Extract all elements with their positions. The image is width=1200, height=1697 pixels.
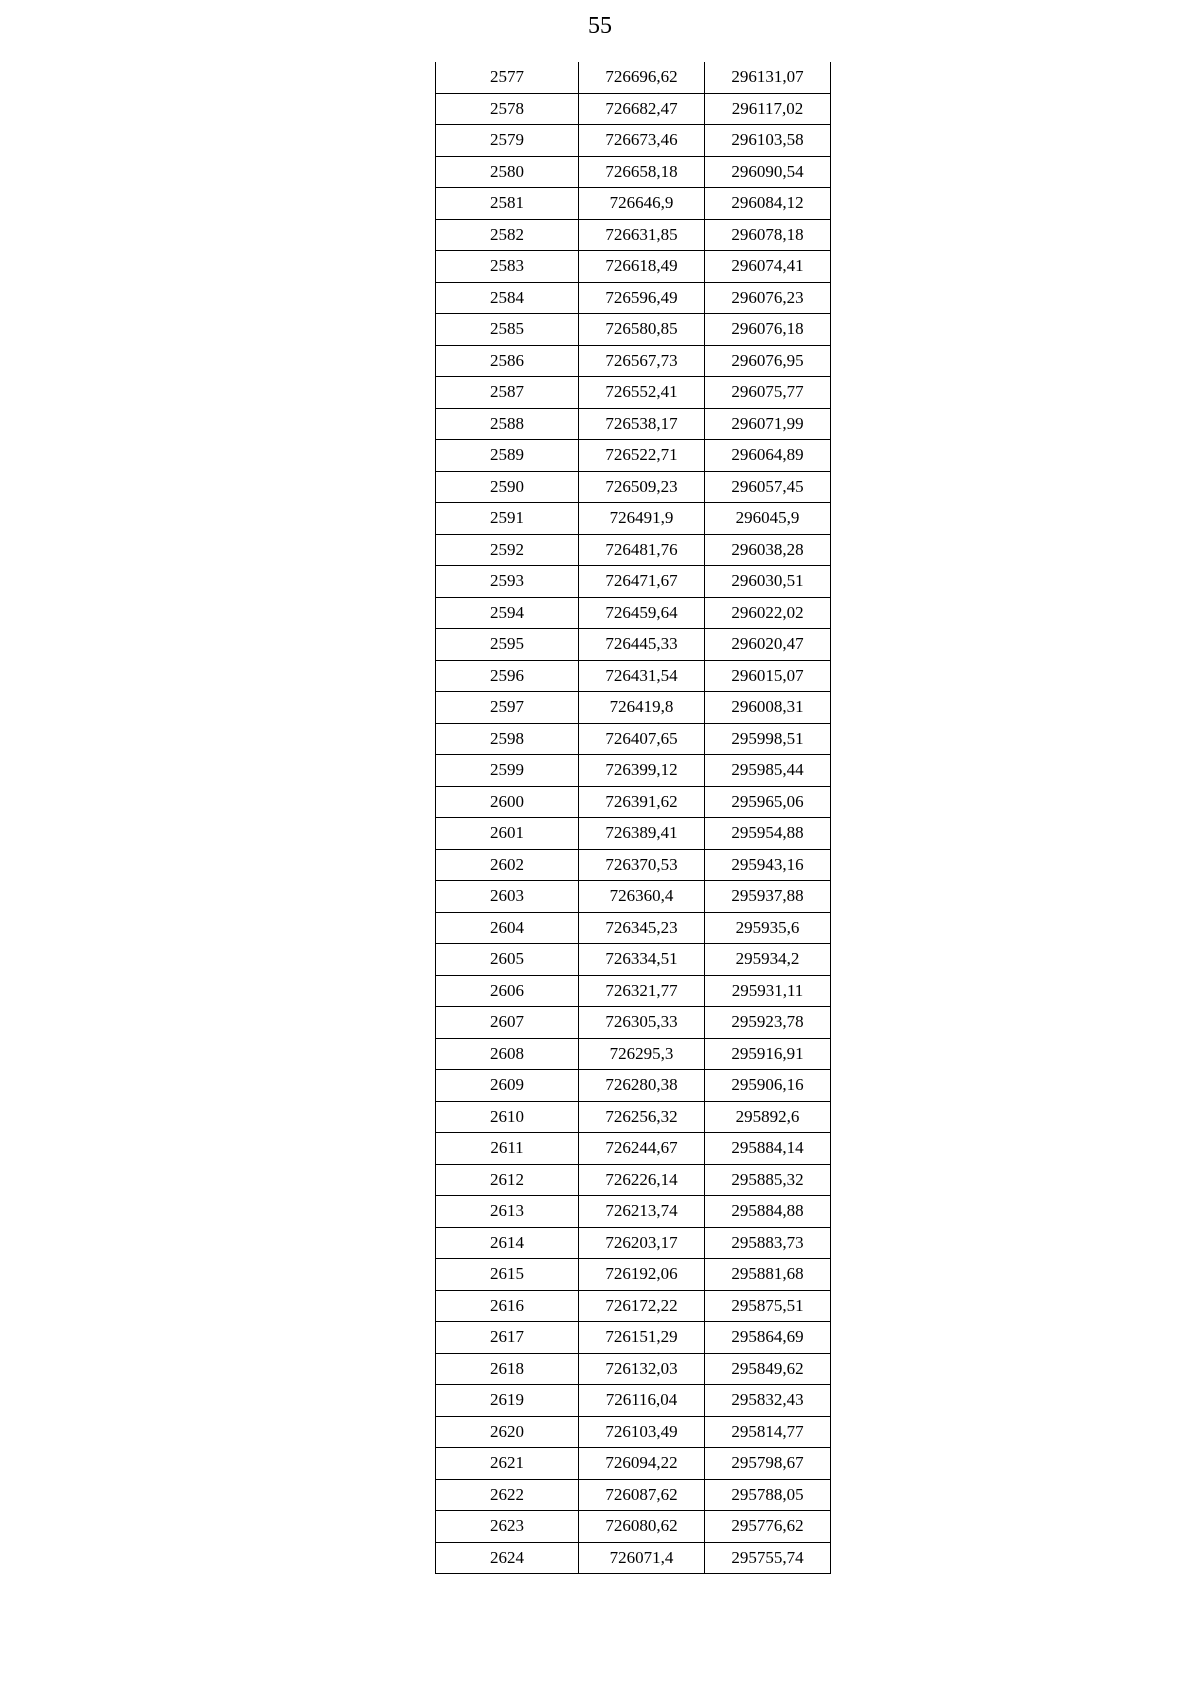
- x-coordinate-cell: 726305,33: [579, 1007, 705, 1039]
- table-row: [436, 944, 831, 976]
- x-coordinate-cell: 726071,4: [579, 1542, 705, 1574]
- point-number-cell: 2579: [436, 125, 579, 157]
- point-number-cell: 2618: [436, 1353, 579, 1385]
- x-coordinate-cell: 726391,62: [579, 786, 705, 818]
- y-coordinate-cell: 295864,69: [705, 1322, 831, 1354]
- point-number-cell: 2613: [436, 1196, 579, 1228]
- x-coordinate-cell: 726295,3: [579, 1038, 705, 1070]
- y-coordinate-cell: 295875,51: [705, 1290, 831, 1322]
- point-number-cell: 2603: [436, 881, 579, 913]
- table-row: [436, 156, 831, 188]
- x-coordinate-cell: 726151,29: [579, 1322, 705, 1354]
- x-coordinate-cell: 726445,33: [579, 629, 705, 661]
- x-coordinate-cell: 726431,54: [579, 660, 705, 692]
- y-coordinate-cell: 295954,88: [705, 818, 831, 850]
- point-number-cell: 2585: [436, 314, 579, 346]
- point-number-cell: 2621: [436, 1448, 579, 1480]
- point-number-cell: 2614: [436, 1227, 579, 1259]
- table-row: [436, 93, 831, 125]
- point-number-cell: 2583: [436, 251, 579, 283]
- y-coordinate-cell: 295935,6: [705, 912, 831, 944]
- point-number-cell: 2594: [436, 597, 579, 629]
- point-number-cell: 2607: [436, 1007, 579, 1039]
- point-number-cell: 2619: [436, 1385, 579, 1417]
- y-coordinate-cell: 295985,44: [705, 755, 831, 787]
- point-number-cell: 2622: [436, 1479, 579, 1511]
- x-coordinate-cell: 726370,53: [579, 849, 705, 881]
- y-coordinate-cell: 296008,31: [705, 692, 831, 724]
- point-number-cell: 2624: [436, 1542, 579, 1574]
- y-coordinate-cell: 296076,23: [705, 282, 831, 314]
- x-coordinate-cell: 726618,49: [579, 251, 705, 283]
- x-coordinate-cell: 726631,85: [579, 219, 705, 251]
- table-row: [436, 1133, 831, 1165]
- x-coordinate-cell: 726203,17: [579, 1227, 705, 1259]
- table-row: [436, 471, 831, 503]
- x-coordinate-cell: 726094,22: [579, 1448, 705, 1480]
- point-number-cell: 2586: [436, 345, 579, 377]
- y-coordinate-cell: 295849,62: [705, 1353, 831, 1385]
- table-row: [436, 314, 831, 346]
- y-coordinate-cell: 296074,41: [705, 251, 831, 283]
- y-coordinate-cell: 295923,78: [705, 1007, 831, 1039]
- y-coordinate-cell: 296084,12: [705, 188, 831, 220]
- y-coordinate-cell: 296045,9: [705, 503, 831, 535]
- y-coordinate-cell: 295892,6: [705, 1101, 831, 1133]
- y-coordinate-cell: 296117,02: [705, 93, 831, 125]
- y-coordinate-cell: 295788,05: [705, 1479, 831, 1511]
- table-row: [436, 1448, 831, 1480]
- y-coordinate-cell: 296015,07: [705, 660, 831, 692]
- point-number-cell: 2577: [436, 62, 579, 93]
- table-row: [436, 849, 831, 881]
- x-coordinate-cell: 726244,67: [579, 1133, 705, 1165]
- y-coordinate-cell: 295884,14: [705, 1133, 831, 1165]
- point-number-cell: 2592: [436, 534, 579, 566]
- table-row: [436, 1385, 831, 1417]
- table-row: [436, 1353, 831, 1385]
- y-coordinate-cell: 295998,51: [705, 723, 831, 755]
- y-coordinate-cell: 295931,11: [705, 975, 831, 1007]
- x-coordinate-cell: 726280,38: [579, 1070, 705, 1102]
- point-number-cell: 2617: [436, 1322, 579, 1354]
- point-number-cell: 2589: [436, 440, 579, 472]
- x-coordinate-cell: 726696,62: [579, 62, 705, 93]
- table-row: [436, 566, 831, 598]
- table-row: [436, 345, 831, 377]
- y-coordinate-cell: 296030,51: [705, 566, 831, 598]
- point-number-cell: 2598: [436, 723, 579, 755]
- x-coordinate-cell: 726213,74: [579, 1196, 705, 1228]
- y-coordinate-cell: 296022,02: [705, 597, 831, 629]
- table-row: [436, 1290, 831, 1322]
- point-number-cell: 2581: [436, 188, 579, 220]
- point-number-cell: 2610: [436, 1101, 579, 1133]
- y-coordinate-cell: 296064,89: [705, 440, 831, 472]
- table-row: [436, 62, 831, 93]
- x-coordinate-cell: 726646,9: [579, 188, 705, 220]
- x-coordinate-cell: 726491,9: [579, 503, 705, 535]
- y-coordinate-cell: 295776,62: [705, 1511, 831, 1543]
- coordinates-table-body: [436, 62, 831, 1574]
- table-row: [436, 1416, 831, 1448]
- x-coordinate-cell: 726419,8: [579, 692, 705, 724]
- y-coordinate-cell: 296075,77: [705, 377, 831, 409]
- x-coordinate-cell: 726345,23: [579, 912, 705, 944]
- y-coordinate-cell: 296076,18: [705, 314, 831, 346]
- y-coordinate-cell: 296071,99: [705, 408, 831, 440]
- y-coordinate-cell: 295814,77: [705, 1416, 831, 1448]
- table-row: [436, 881, 831, 913]
- x-coordinate-cell: 726552,41: [579, 377, 705, 409]
- table-row: [436, 1542, 831, 1574]
- table-row: [436, 1101, 831, 1133]
- table-row: [436, 1511, 831, 1543]
- x-coordinate-cell: 726360,4: [579, 881, 705, 913]
- x-coordinate-cell: 726682,47: [579, 93, 705, 125]
- x-coordinate-cell: 726226,14: [579, 1164, 705, 1196]
- y-coordinate-cell: 296090,54: [705, 156, 831, 188]
- x-coordinate-cell: 726481,76: [579, 534, 705, 566]
- table-row: [436, 786, 831, 818]
- y-coordinate-cell: 296103,58: [705, 125, 831, 157]
- y-coordinate-cell: 295934,2: [705, 944, 831, 976]
- point-number-cell: 2615: [436, 1259, 579, 1291]
- x-coordinate-cell: 726407,65: [579, 723, 705, 755]
- y-coordinate-cell: 295906,16: [705, 1070, 831, 1102]
- x-coordinate-cell: 726522,71: [579, 440, 705, 472]
- table-row: [436, 755, 831, 787]
- x-coordinate-cell: 726256,32: [579, 1101, 705, 1133]
- table-row: [436, 629, 831, 661]
- point-number-cell: 2590: [436, 471, 579, 503]
- x-coordinate-cell: 726132,03: [579, 1353, 705, 1385]
- point-number-cell: 2595: [436, 629, 579, 661]
- x-coordinate-cell: 726471,67: [579, 566, 705, 598]
- point-number-cell: 2593: [436, 566, 579, 598]
- table-row: [436, 440, 831, 472]
- x-coordinate-cell: 726596,49: [579, 282, 705, 314]
- point-number-cell: 2591: [436, 503, 579, 535]
- table-row: [436, 723, 831, 755]
- table-row: [436, 1322, 831, 1354]
- point-number-cell: 2582: [436, 219, 579, 251]
- point-number-cell: 2602: [436, 849, 579, 881]
- x-coordinate-cell: 726389,41: [579, 818, 705, 850]
- x-coordinate-cell: 726399,12: [579, 755, 705, 787]
- table-row: [436, 660, 831, 692]
- x-coordinate-cell: 726567,73: [579, 345, 705, 377]
- table-row: [436, 1196, 831, 1228]
- table-row: [436, 503, 831, 535]
- y-coordinate-cell: 296076,95: [705, 345, 831, 377]
- x-coordinate-cell: 726509,23: [579, 471, 705, 503]
- y-coordinate-cell: 296078,18: [705, 219, 831, 251]
- x-coordinate-cell: 726192,06: [579, 1259, 705, 1291]
- point-number-cell: 2588: [436, 408, 579, 440]
- point-number-cell: 2606: [436, 975, 579, 1007]
- x-coordinate-cell: 726103,49: [579, 1416, 705, 1448]
- point-number-cell: 2605: [436, 944, 579, 976]
- y-coordinate-cell: 295881,68: [705, 1259, 831, 1291]
- table-row: [436, 125, 831, 157]
- x-coordinate-cell: 726080,62: [579, 1511, 705, 1543]
- point-number-cell: 2601: [436, 818, 579, 850]
- x-coordinate-cell: 726673,46: [579, 125, 705, 157]
- point-number-cell: 2587: [436, 377, 579, 409]
- x-coordinate-cell: 726658,18: [579, 156, 705, 188]
- x-coordinate-cell: 726321,77: [579, 975, 705, 1007]
- point-number-cell: 2623: [436, 1511, 579, 1543]
- table-row: [436, 1164, 831, 1196]
- y-coordinate-cell: 296020,47: [705, 629, 831, 661]
- point-number-cell: 2611: [436, 1133, 579, 1165]
- x-coordinate-cell: 726580,85: [579, 314, 705, 346]
- table-row: [436, 975, 831, 1007]
- y-coordinate-cell: 296038,28: [705, 534, 831, 566]
- x-coordinate-cell: 726459,64: [579, 597, 705, 629]
- point-number-cell: 2584: [436, 282, 579, 314]
- table-row: [436, 251, 831, 283]
- y-coordinate-cell: 295798,67: [705, 1448, 831, 1480]
- y-coordinate-cell: 295885,32: [705, 1164, 831, 1196]
- point-number-cell: 2616: [436, 1290, 579, 1322]
- point-number-cell: 2580: [436, 156, 579, 188]
- y-coordinate-cell: 295755,74: [705, 1542, 831, 1574]
- x-coordinate-cell: 726538,17: [579, 408, 705, 440]
- y-coordinate-cell: 295916,91: [705, 1038, 831, 1070]
- x-coordinate-cell: 726116,04: [579, 1385, 705, 1417]
- coordinates-table: [435, 62, 831, 1574]
- y-coordinate-cell: 295883,73: [705, 1227, 831, 1259]
- point-number-cell: 2578: [436, 93, 579, 125]
- table-row: [436, 1070, 831, 1102]
- table-row: [436, 219, 831, 251]
- point-number-cell: 2600: [436, 786, 579, 818]
- y-coordinate-cell: 296057,45: [705, 471, 831, 503]
- table-row: [436, 282, 831, 314]
- table-row: [436, 377, 831, 409]
- point-number-cell: 2608: [436, 1038, 579, 1070]
- point-number-cell: 2620: [436, 1416, 579, 1448]
- table-row: [436, 597, 831, 629]
- table-row: [436, 1007, 831, 1039]
- table-row: [436, 408, 831, 440]
- table-row: [436, 818, 831, 850]
- y-coordinate-cell: 295884,88: [705, 1196, 831, 1228]
- y-coordinate-cell: 296131,07: [705, 62, 831, 93]
- x-coordinate-cell: 726087,62: [579, 1479, 705, 1511]
- table-row: [436, 534, 831, 566]
- page-number: 55: [588, 13, 612, 39]
- table-row: [436, 1038, 831, 1070]
- y-coordinate-cell: 295937,88: [705, 881, 831, 913]
- table-row: [436, 692, 831, 724]
- point-number-cell: 2597: [436, 692, 579, 724]
- table-row: [436, 1259, 831, 1291]
- y-coordinate-cell: 295965,06: [705, 786, 831, 818]
- table-row: [436, 1227, 831, 1259]
- x-coordinate-cell: 726172,22: [579, 1290, 705, 1322]
- y-coordinate-cell: 295943,16: [705, 849, 831, 881]
- table-row: [436, 912, 831, 944]
- table-row: [436, 1479, 831, 1511]
- point-number-cell: 2604: [436, 912, 579, 944]
- point-number-cell: 2599: [436, 755, 579, 787]
- point-number-cell: 2596: [436, 660, 579, 692]
- point-number-cell: 2612: [436, 1164, 579, 1196]
- x-coordinate-cell: 726334,51: [579, 944, 705, 976]
- table-row: [436, 188, 831, 220]
- point-number-cell: 2609: [436, 1070, 579, 1102]
- y-coordinate-cell: 295832,43: [705, 1385, 831, 1417]
